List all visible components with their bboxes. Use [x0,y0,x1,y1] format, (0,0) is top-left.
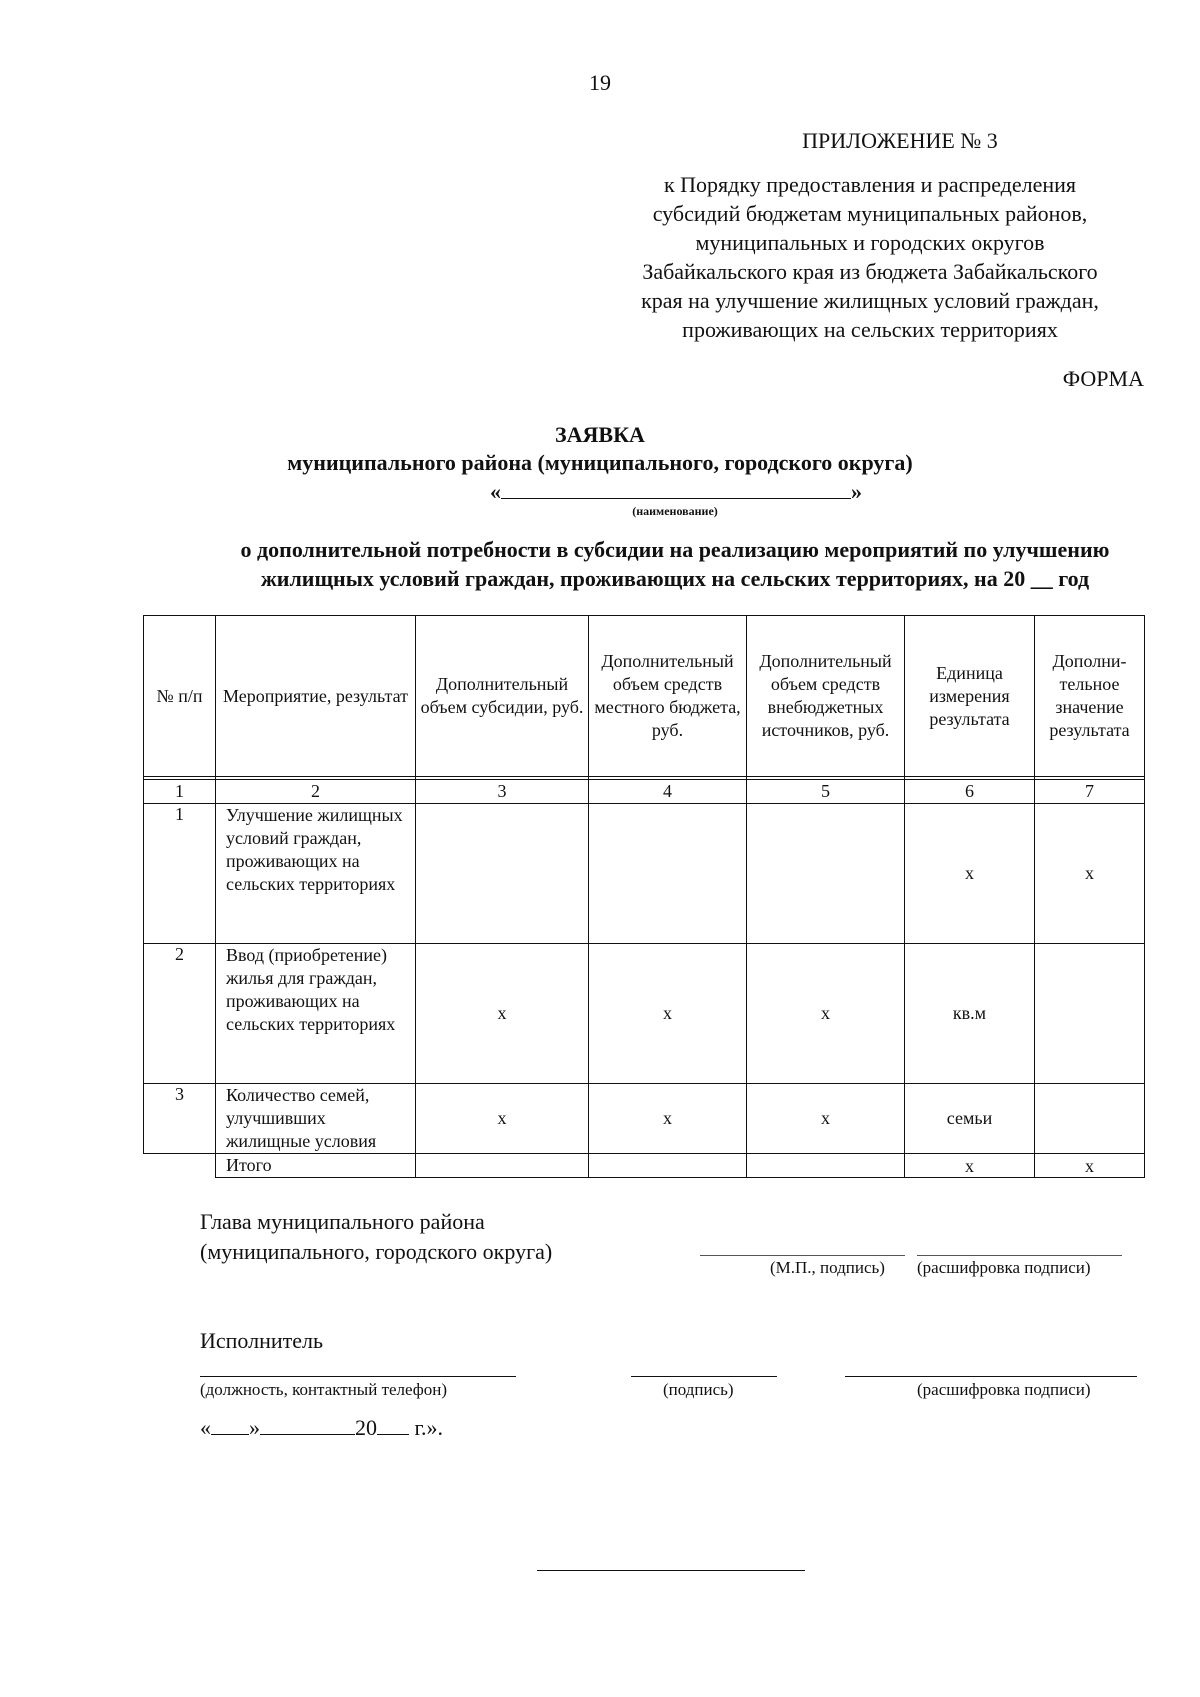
name-caption: (наименование) [632,504,718,518]
row-extrabudget: х [747,944,905,1084]
quote-open: « [490,479,501,504]
total-row [144,1154,1145,1178]
date-field[interactable] [200,1415,443,1441]
row-subsidy: х [416,1084,589,1154]
row-activity: Улучшение жилищных условий граждан, проживающих на сельских территориях [216,804,416,944]
table-row [144,944,1145,1084]
header-cell: Дополнительный объем средств местного бюджета, руб. [589,616,747,777]
head-signature-line[interactable] [700,1255,905,1256]
row-unit: семьи [905,1084,1035,1154]
date-quote-close: » [249,1415,260,1440]
column-number-row [144,780,1145,804]
request-table [143,615,1145,1178]
form-label: ФОРМА [1062,366,1144,391]
column-number: 2 [216,780,416,804]
header-cell: Дополнительный объем средств внебюджетных источников, руб. [747,616,905,777]
decode-caption: (расшифровка подписи) [917,1258,1091,1277]
total-extrabudget[interactable] [747,1154,905,1178]
executor-decode-line[interactable] [845,1376,1137,1377]
annex-line: субсидий бюджетам муниципальных районов, [652,201,1088,226]
row-unit: кв.м [905,944,1035,1084]
position-caption: (должность, контактный телефон) [200,1380,448,1399]
head-decode-line[interactable] [917,1255,1122,1256]
annex-line: Забайкальского края из бюджета Забайкальского [642,259,1098,284]
executor-label: Исполнитель [200,1328,324,1353]
column-number: 3 [416,780,589,804]
column-number: 4 [589,780,747,804]
total-index [144,1154,216,1178]
row-extrabudget[interactable] [747,804,905,944]
month-blank[interactable] [260,1416,355,1435]
row-local-budget: х [589,944,747,1084]
total-subsidy[interactable] [416,1154,589,1178]
header-cell: Мероприятие, результат [216,616,416,777]
row-subsidy[interactable] [416,804,589,944]
annex-title: ПРИЛОЖЕНИЕ № 3 [802,128,998,153]
row-local-budget: х [589,1084,747,1154]
row-activity: Ввод (приобретение) жилья для граждан, проживающих на сельских территориях [216,944,416,1084]
column-number: 5 [747,780,905,804]
total-value: х [1035,1154,1145,1178]
head-line: (муниципального, городского округа) [200,1239,553,1264]
header-cell: № п/п [144,616,216,777]
table-row [144,1084,1145,1154]
name-field[interactable] [490,478,862,505]
header-cell: Дополнительный объем субсидии, руб. [416,616,589,777]
date-quote-open: « [200,1415,211,1440]
row-activity: Количество семей, улучшивших жилищные условия [216,1084,416,1154]
sign-caption: (подпись) [663,1380,734,1399]
row-index: 2 [144,944,216,1084]
date-end: г.». [409,1415,444,1440]
annex-line: муниципальных и городских округов [695,230,1045,255]
day-blank[interactable] [211,1416,249,1435]
row-subsidy: х [416,944,589,1084]
annex-line: к Порядку предоставления и распределения [663,172,1077,197]
row-local-budget[interactable] [589,804,747,944]
mp-caption: (М.П., подпись) [770,1258,885,1277]
row-value: х [1035,804,1145,944]
column-number: 6 [905,780,1035,804]
bottom-rule [537,1570,805,1571]
annex-description [610,170,1130,344]
header-cell: Единица измерения результата [905,616,1035,777]
name-blank[interactable] [501,478,851,499]
row-index: 1 [144,804,216,944]
total-label: Итого [216,1154,416,1178]
document-purpose [210,535,1140,593]
document-title: ЗАЯВКА [555,422,645,447]
purpose-line: жилищных условий граждан, проживающих на сельских территориях, на 20 __ год [260,566,1090,591]
annex-line: проживающих на сельских территориях [682,317,1058,342]
head-signature-title [200,1207,552,1267]
row-extrabudget: х [747,1084,905,1154]
annex-line: края на улучшение жилищных условий граждан, [641,288,1099,313]
purpose-line: о дополнительной потребности в субсидии на реализацию мероприятий по улучшению [240,537,1110,562]
quote-close: » [851,479,862,504]
date-year: 20 [355,1415,377,1440]
table-header-row [144,616,1145,777]
head-line: Глава муниципального района [200,1209,485,1234]
row-index: 3 [144,1084,216,1154]
row-value[interactable] [1035,944,1145,1084]
total-unit: х [905,1154,1035,1178]
table-row [144,804,1145,944]
position-line[interactable] [200,1376,516,1377]
row-value[interactable] [1035,1084,1145,1154]
column-number: 7 [1035,780,1145,804]
header-cell: Дополни-тельное значение результата [1035,616,1145,777]
document-subtitle: муниципального района (муниципального, городского округа) [287,450,913,475]
executor-sign-line[interactable] [631,1376,777,1377]
row-unit: х [905,804,1035,944]
total-local-budget[interactable] [589,1154,747,1178]
year-blank[interactable] [377,1416,409,1435]
column-number: 1 [144,780,216,804]
page-number: 19 [589,70,611,95]
decode-caption-2: (расшифровка подписи) [917,1380,1091,1399]
